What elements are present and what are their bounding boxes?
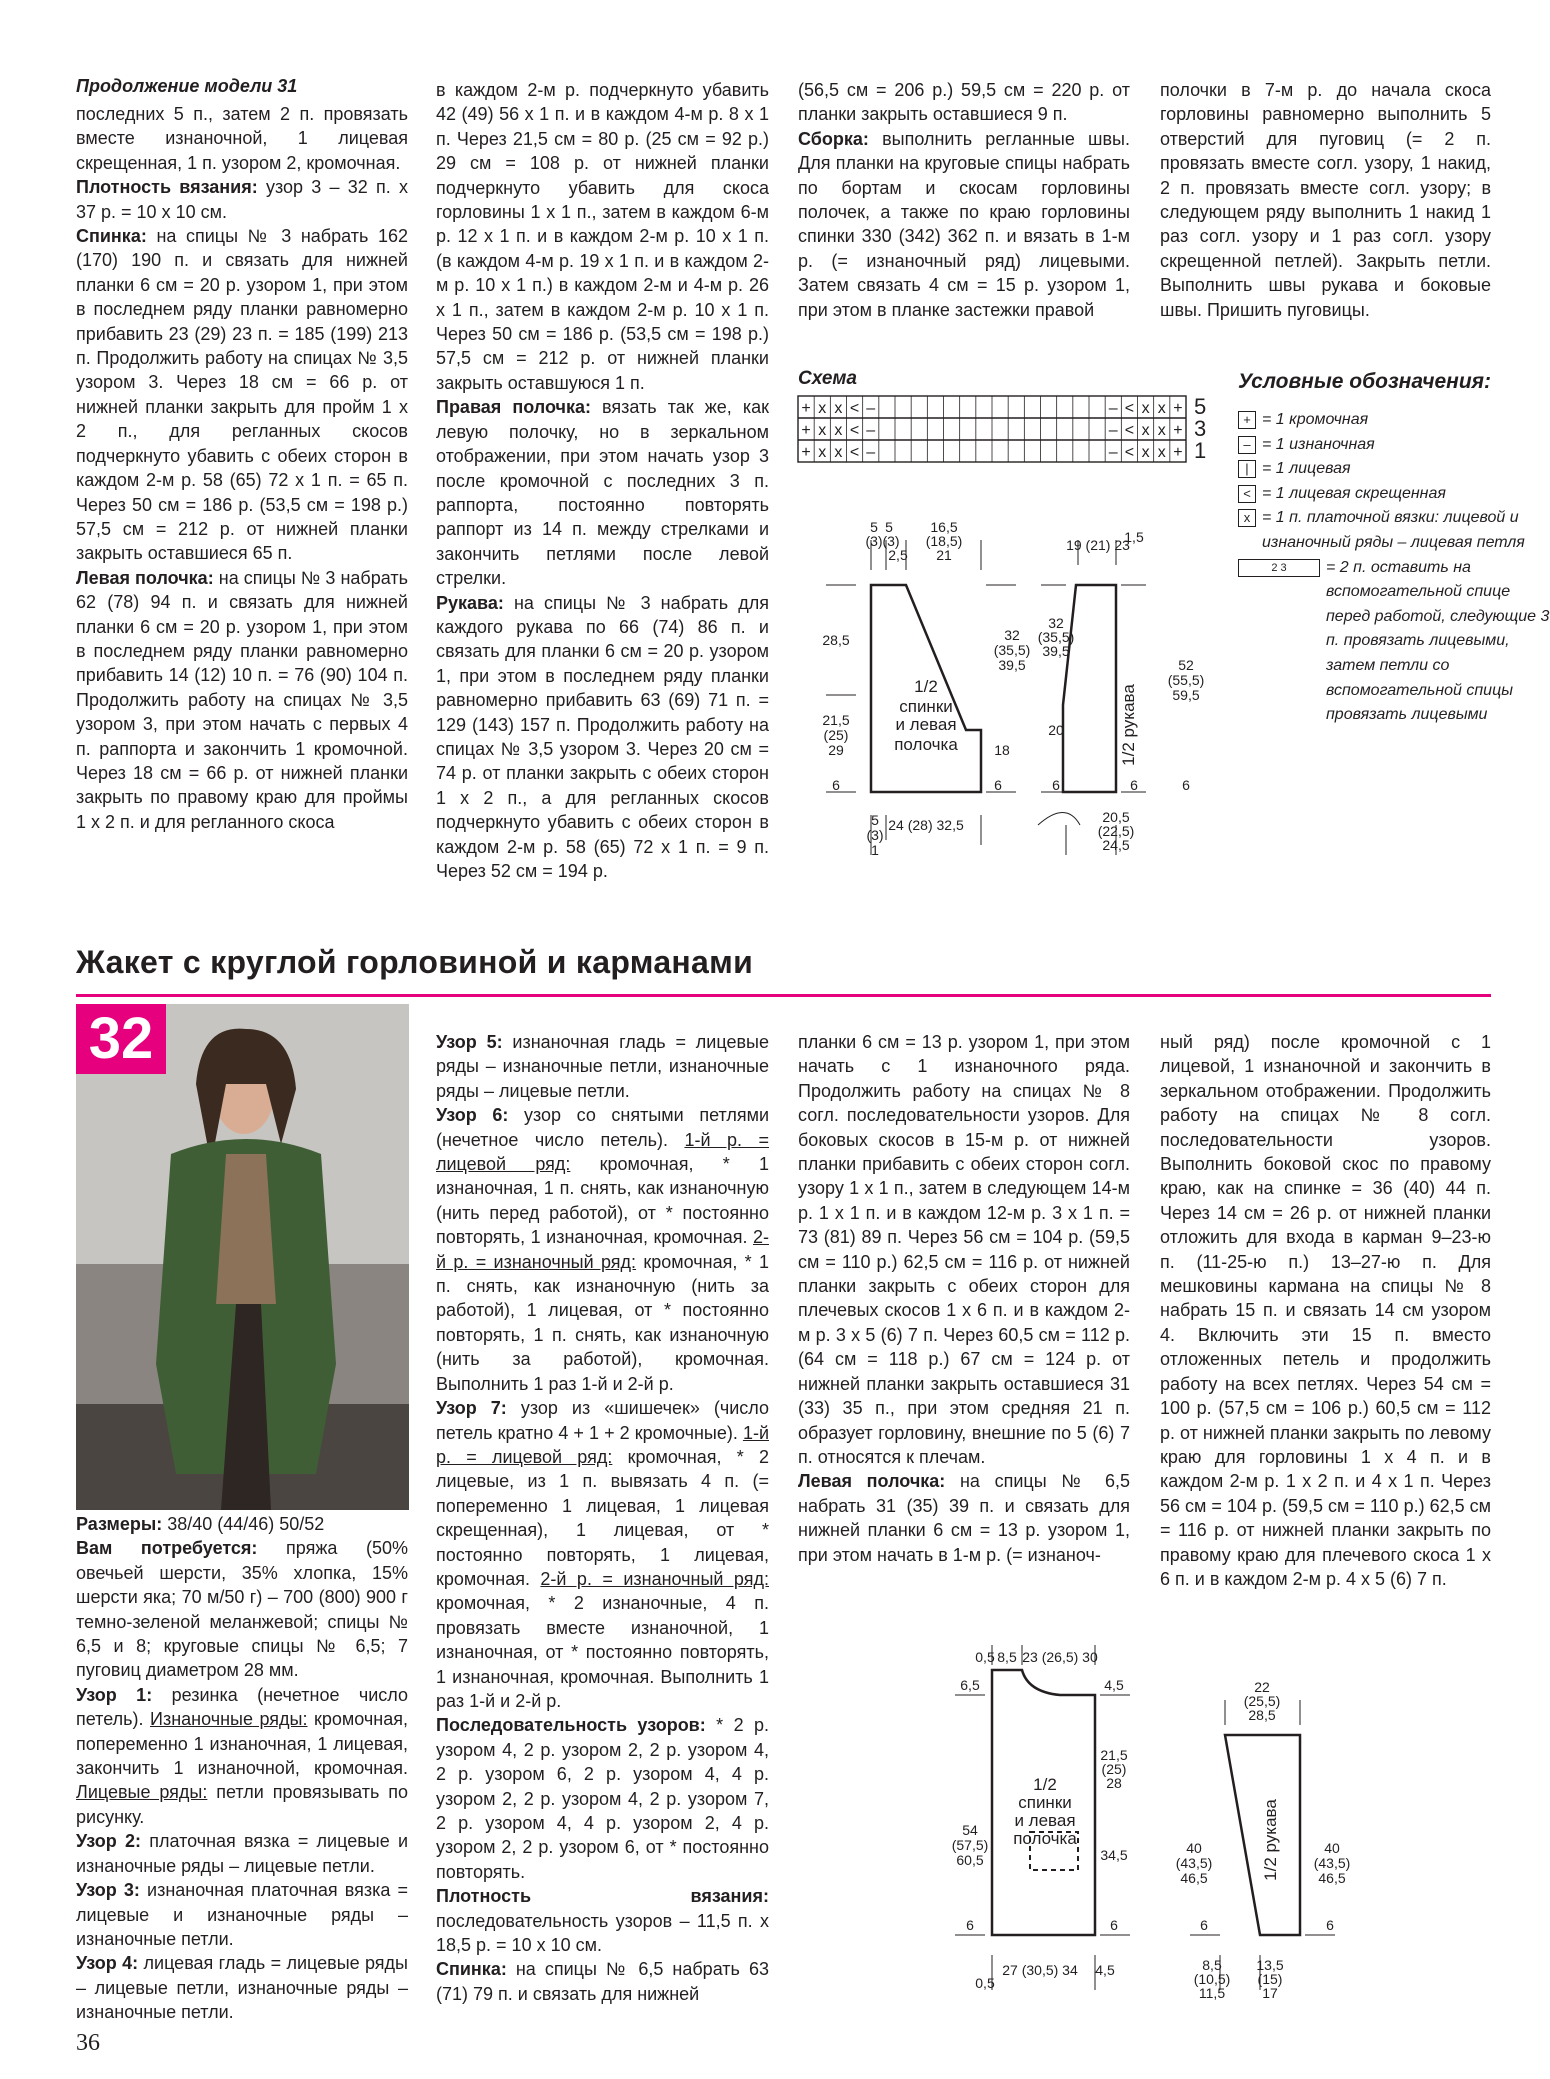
diagram-label: 6 bbox=[1110, 1917, 1118, 1933]
chart-cell-symbol: x bbox=[818, 444, 827, 461]
diagram-label: 6 bbox=[966, 1917, 974, 1933]
diagram-label: 16,5 bbox=[930, 520, 958, 535]
legend-item bbox=[1238, 457, 1550, 482]
paragraph: Узор 5: изнаночная гладь = лицевые ряды – изнаночные петли, изнаночные ряды – лицевые петли. bbox=[436, 1032, 769, 1101]
chart-cell-symbol: – bbox=[1108, 422, 1118, 439]
chart-cell-symbol: < bbox=[849, 444, 860, 461]
paragraph: Сборка: выполнить регланные швы. Для планки на круговые спицы набрать по бортам и скосам горловины полочек, а также по краю горловины спинки 330 (342) 362 п. и вязать в 1-м р. (= изнаночный ряд) лицевыми. Затем связать 4 см = 15 р. узором 1, при этом в планке застежки правой bbox=[798, 128, 1130, 320]
chart-cell-symbol: – bbox=[1108, 400, 1118, 417]
legend bbox=[1238, 408, 1550, 728]
legend-symbol-icon: x bbox=[1238, 509, 1256, 527]
chart-cell-symbol: x bbox=[1141, 400, 1150, 417]
paragraph: Узор 4: лицевая гладь = лицевые ряды – лицевые петли, изнаночные ряды – изнаночные петли. bbox=[76, 1953, 408, 2023]
chart-cell-symbol: x bbox=[834, 400, 843, 417]
chart-cell-symbol: < bbox=[1124, 422, 1135, 439]
diagram-label: 5 bbox=[870, 520, 878, 535]
row-number-5: 5 bbox=[1194, 394, 1207, 419]
legend-item bbox=[1238, 506, 1550, 555]
diagram-label: и левая bbox=[895, 715, 957, 734]
diagram-label: 39,5 bbox=[998, 657, 1026, 673]
diagram-label: 13,5 bbox=[1256, 1957, 1284, 1973]
diagram-label: (57,5) bbox=[951, 1837, 989, 1853]
diagram-label: 18 bbox=[994, 742, 1010, 758]
legend-text: = 1 п. платочной вязки: лицевой и изнаночный ряды – лицевая петля bbox=[1262, 509, 1525, 551]
row-number-3: 3 bbox=[1194, 416, 1207, 441]
diagram-label: (18,5) bbox=[925, 533, 963, 549]
chart-cell-symbol: + bbox=[1173, 444, 1183, 461]
chart-cell-symbol: + bbox=[1173, 422, 1183, 439]
diagram-label: 40 bbox=[1324, 1840, 1340, 1856]
diagram-label: 22 bbox=[1254, 1679, 1270, 1695]
paragraph: Плотность вязания: последовательность узоров – 11,5 п. х 18,5 р. = 10 х 10 см. bbox=[436, 1886, 769, 1956]
paragraph: последних 5 п., затем 2 п. провязать вместе изнаночной, 1 лицевая скрещенная, 1 п. узором 2, кромочная. bbox=[76, 104, 408, 173]
diagram-label: 1/2 bbox=[1033, 1775, 1057, 1794]
diagram-label: 6 bbox=[1130, 777, 1138, 793]
diagram-label: (43,5) bbox=[1313, 1855, 1351, 1871]
paragraph: Вам потребуется: пряжа (50% овечьей шерсти, 35% хлопка, 15% шерсти яка; 70 м/50 г) – 700 (800) 900 г темно-зеленой меланжевой; спицы № 6,5 и 8; круговые спицы № 6,5; 7 пуговиц диаметром 28 мм. bbox=[76, 1538, 408, 1681]
diagram-label: 24,5 bbox=[1102, 837, 1130, 853]
diagram-label: 60,5 bbox=[956, 1852, 984, 1868]
diagram-label: 27 (30,5) 34 bbox=[1002, 1962, 1078, 1978]
diagram-label: 0,5 bbox=[975, 1975, 995, 1991]
legend-text: = 1 лицевая скрещенная bbox=[1262, 484, 1446, 502]
diagram-label: 40 bbox=[1186, 1840, 1202, 1856]
diagram-label: (35,5) bbox=[993, 642, 1031, 658]
diagram-label: 24 (28) 32,5 bbox=[888, 817, 964, 833]
diagram-label: 54 bbox=[962, 1822, 978, 1838]
diagram-label: 11,5 bbox=[1198, 1985, 1226, 2000]
chart-cell-symbol: < bbox=[1124, 444, 1135, 461]
diagram-label: (25) bbox=[823, 727, 849, 743]
diagram-label: 5 bbox=[885, 520, 893, 535]
diagram-label: 32 bbox=[1004, 627, 1020, 643]
chart-cell-symbol: x bbox=[1141, 422, 1150, 439]
diagram-label: (15) bbox=[1257, 1971, 1283, 1987]
chart-cell-symbol: – bbox=[866, 400, 876, 417]
diagram-label: 1/2 рукава bbox=[1119, 684, 1138, 766]
paragraph: в каждом 2-м р. подчеркнуто убавить 42 (49) 56 х 1 п. и в каждом 4-м р. 8 х 1 п. Через 21,5 см = 80 р. (25 см = 92 р.) 29 см = 108 р. от нижней планки подчеркнуто убавить для скоса горловины 1 х 1 п., затем в каждом 6-м р. 12 х 1 п. и в каждом 2-м р. 10 х 1 п. (в каждом 4-м р. 19 х 1 п. и в каждом 2-м р. 10 х 1 п.) в каждом 2-м и 4-м р. 26 х 1 п., затем в каждом 2-м р. 10 х 1 п. Через 50 см = 186 р. (53,5 см = 198 р.) 57,5 см = 212 р. от нижней планки закрыть оставшуюся 1 п. bbox=[436, 80, 769, 393]
diagram-label: 6 bbox=[832, 777, 840, 793]
schema-label: Схема bbox=[798, 368, 858, 389]
legend-item bbox=[1238, 433, 1550, 458]
diagram-label: 21,5 bbox=[822, 712, 850, 728]
row-number-1: 1 bbox=[1194, 438, 1207, 463]
chart-cell-symbol: – bbox=[1108, 444, 1118, 461]
legend-item bbox=[1238, 408, 1550, 433]
paragraph: Спинка: на спицы № 3 набрать 162 (170) 190 п. и связать для нижней планки 6 см = 20 р. узором 1, при этом в последнем ряду планки равномерно прибавить 23 (29) 23 п. = 185 (199) 213 п. Продолжить работу на спицах № 3,5 узором 3. Через 18 см = 66 р. от нижней планки закрыть для пройм 1 х 2 п., для регланных скосов подчеркнуто убавить с обеих сторон в каждом 2-м р. 58 (65) 72 х 1 п. = 65 п. Через 50 см = 186 р. (53,5 см = 198 р.) 57,5 см = 212 р. от нижней планки закрыть оставшиеся 65 п. bbox=[76, 226, 408, 564]
diagram-label: 6 bbox=[994, 777, 1002, 793]
diagram-label: (3) bbox=[866, 827, 884, 843]
legend-symbol-icon: 2 3 bbox=[1238, 559, 1320, 577]
text-column-3 bbox=[798, 78, 1130, 322]
text-column-1 bbox=[76, 102, 408, 834]
diagram-label: (43,5) bbox=[1175, 1855, 1213, 1871]
diagram-label: 39,5 bbox=[1042, 643, 1070, 659]
chart-cell-symbol: x bbox=[1157, 444, 1166, 461]
diagram-label: 21,5 bbox=[1100, 1747, 1128, 1763]
legend-item bbox=[1238, 556, 1550, 728]
paragraph: Узор 7: узор из «шишечек» (число петель кратно 4 + 1 + 2 кромочные). 1-й р. = лицевой ряд: кромочная, * 2 лицевые, из 1 п. вывязать 4 п. (= попеременно 1 лицевая, 1 лицевая скрещенная), 1 лицевая, от * постоянно повторять, 1 лицевая, кромочная. 2-й р. = изнаночный ряд: кромочная, * 2 изнаночные, 4 п. провязать вместе изнаночной, 1 изнаночная, от * постоянно повторять, 1 изнаночная, кромочная. Выполнить 1 раз 1-й и 2-й р. bbox=[436, 1398, 770, 1711]
diagram-label: (25,5) bbox=[1243, 1693, 1281, 1709]
diagram-label: 1 bbox=[871, 842, 879, 858]
model-photo bbox=[76, 1004, 409, 1510]
diagram-label: 21 bbox=[936, 547, 952, 563]
diagram-label: 23 (26,5) 30 bbox=[1022, 1649, 1098, 1665]
chart-cell-symbol: x bbox=[1157, 400, 1166, 417]
diagram-label: 20,5 bbox=[1102, 809, 1130, 825]
diagram-label: 6 bbox=[1052, 777, 1060, 793]
text-column-2 bbox=[436, 78, 769, 883]
diagram-label: 34,5 bbox=[1100, 1847, 1128, 1863]
diagram-label: спинки bbox=[1018, 1793, 1072, 1812]
diagram-label: 29 bbox=[828, 742, 844, 758]
chart-cell-symbol: – bbox=[866, 444, 876, 461]
diagram-label: 46,5 bbox=[1318, 1870, 1346, 1886]
diagram-label: 32 bbox=[1048, 615, 1064, 631]
text-column-4 bbox=[1160, 78, 1491, 322]
legend-text: = 1 кромочная bbox=[1262, 411, 1369, 428]
legend-symbol-icon: – bbox=[1238, 436, 1256, 454]
page-number: 36 bbox=[76, 2030, 100, 2056]
diagram-label: 52 bbox=[1178, 657, 1194, 673]
paragraph: Плотность вязания: узор 3 – 32 п. х 37 р. = 10 х 10 см. bbox=[76, 177, 408, 222]
chart-cell-symbol: x bbox=[1141, 444, 1150, 461]
paragraph: Левая полочка: на спицы № 6,5 набрать 31 (35) 39 п. и связать для нижней планки 6 см = 13 р. узором 1, при этом начать в 1-м р. (= изнаноч- bbox=[798, 1471, 1130, 1565]
paragraph: ный ряд) после кромочной с 1 лицевой, 1 изнаночной и закончить в зеркальном отображении. Продолжить работу на спицах № 8 согл. последовательности узоров. Выполнить боковой скос по правому краю, как на спинке = 36 (40) 44 п. Через 14 см = 26 р. от нижней планки отложить для входа в карман 9–23-ю п. (11-25-ю п.) 13–27-ю п. Для мешковины кармана на спицы № 8 набрать 15 п. и связать 14 см узором 4. Включить эти 15 п. вместо отложенных петель и продолжить работу на всех петлях. Через 54 см = 100 р. (57,5 см = 106 р.) 60,5 см = 112 р. от нижней планки закрыть по левому краю для горловины 1 х 4 п. и в каждом 2-м р. 1 х 2 п. и 4 х 1 п. Через 56 см = 104 р. (59,5 см = 110 р.) 62,5 см = 116 р. от нижней планки закрыть по правому краю для плечевого скоса 1 х 6 п. и в каждом 2-м р. 4 х 5 (6) 7 п. bbox=[1160, 1032, 1491, 1589]
paragraph: Правая полочка: вязать так же, как левую полочку, но в зеркальном отображении, при этом начать узор 3 после кромочной с последних 3 п. раппорта, постоянно повторять раппорт из 14 п. между стрелками и закончить петлями после левой стрелки. bbox=[436, 397, 769, 589]
diagram-label: 19 (21) 23 bbox=[1066, 537, 1130, 553]
chart-cell-symbol: x bbox=[818, 400, 827, 417]
chart-cell-symbol: + bbox=[801, 422, 811, 439]
paragraph: Размеры: 38/40 (44/46) 50/52 bbox=[76, 1514, 325, 1534]
chart-cell-symbol: x bbox=[1157, 422, 1166, 439]
diagram-label: 6 bbox=[1326, 1917, 1334, 1933]
paragraph: Левая полочка: на спицы № 3 набрать 62 (78) 94 п. и связать для нижней планки 6 см = 20 р. узором 1, при этом в последнем ряду планки равномерно прибавить 14 (12) 10 п. = 76 (90) 104 п. Продолжить работу на спицах № 3,5 узором 3, при этом начать с первых 4 п. раппорта и закончить 1 кромочной. Через 18 см = 66 р. от нижней планки закрыть по правому краю для проймы 1 х 2 п. и для регланного скоса bbox=[76, 567, 408, 832]
diagram-label: 1,5 bbox=[1124, 529, 1144, 545]
pattern-diagram-model-32 bbox=[950, 1640, 1370, 2000]
diagram-label: (25) bbox=[1101, 1761, 1127, 1777]
legend-symbol-icon: | bbox=[1238, 460, 1256, 478]
model-title: Жакет с круглой горловиной и карманами bbox=[76, 944, 754, 980]
paragraph: Последовательность узоров: * 2 р. узором 4, 2 р. узором 2, 2 р. узором 4, 2 р. узором 6, 2 р. узором 4, 4 р. узором 2, 2 р. узором 4, 2 р. узором 7, 2 р. узором 4, 4 р. узором 2, 4 р. узором 2, 2 р. узором 6, от * постоянно повторять. bbox=[436, 1715, 769, 1882]
model-number-badge: 32 bbox=[76, 1004, 166, 1074]
continuation-heading: Продолжение модели 31 bbox=[76, 76, 298, 96]
legend-text: = 1 изнаночная bbox=[1262, 435, 1375, 453]
diagram-label: 1/2 bbox=[914, 677, 938, 696]
model32-text-column-3 bbox=[798, 1030, 1130, 1567]
diagram-label: (3) bbox=[882, 533, 900, 549]
paragraph: Узор 2: платочная вязка = лицевые и изнаночные ряды – лицевые петли. bbox=[76, 1831, 409, 1876]
diagram-label: 6 bbox=[1200, 1917, 1208, 1933]
diagram-label: (3) bbox=[865, 533, 883, 549]
legend-text: = 2 п. оставить на вспомогательной спице перед работой, следующие 3 п. провязать лицевыми, затем петли со вспомогательной спицы провязать лицевыми bbox=[1326, 558, 1550, 724]
diagram-label: 6,5 bbox=[960, 1677, 980, 1693]
diagram-label: 4,5 bbox=[1104, 1677, 1124, 1693]
paragraph: (56,5 см = 206 р.) 59,5 см = 220 р. от планки закрыть оставшиеся 9 п. bbox=[798, 80, 1130, 125]
stitch-chart bbox=[796, 394, 1216, 466]
chart-cell-symbol: + bbox=[801, 444, 811, 461]
legend-title: Условные обозначения: bbox=[1238, 370, 1492, 393]
diagram-label: 0,5 bbox=[975, 1649, 995, 1665]
paragraph: Узор 3: изнаночная платочная вязка = лицевые и изнаночные ряды – изнаночные петли. bbox=[76, 1880, 408, 1949]
diagram-label: 6 bbox=[1182, 777, 1190, 793]
paragraph: Спинка: на спицы № 6,5 набрать 63 (71) 79 п. и связать для нижней bbox=[436, 1959, 769, 2004]
model32-text-column-4 bbox=[1160, 1030, 1491, 1591]
model32-text-column-2 bbox=[436, 1030, 769, 2006]
legend-text: = 1 лицевая bbox=[1262, 460, 1351, 478]
paragraph: Узор 1: резинка (нечетное число петель). Изнаночные ряды: кромочная, попеременно 1 изнаночная, 1 лицевая, закончить 1 изнаночной, кромочная. Лицевые ряды: петли провязывать по рисунку. bbox=[76, 1684, 408, 1827]
diagram-label: 17 bbox=[1262, 1985, 1278, 2000]
diagram-label: (22,5) bbox=[1097, 823, 1135, 839]
diagram-label: спинки bbox=[899, 697, 953, 716]
pattern-diagram-model-31 bbox=[816, 520, 1236, 860]
chart-cell-symbol: x bbox=[818, 422, 827, 439]
diagram-label: (35,5) bbox=[1037, 629, 1075, 645]
legend-symbol-icon: < bbox=[1238, 485, 1256, 503]
diagram-label: 8,5 bbox=[997, 1649, 1017, 1665]
diagram-label: полочка bbox=[894, 735, 958, 754]
diagram-label: (55,5) bbox=[1167, 672, 1205, 688]
diagram-label: 28,5 bbox=[1248, 1707, 1276, 1723]
diagram-label: (10,5) bbox=[1193, 1971, 1231, 1987]
chart-cell-symbol: + bbox=[1173, 400, 1183, 417]
chart-cell-symbol: < bbox=[1124, 400, 1135, 417]
diagram-label: 46,5 bbox=[1180, 1870, 1208, 1886]
diagram-label: 28,5 bbox=[822, 632, 850, 648]
title-rule bbox=[76, 994, 1491, 997]
chart-cell-symbol: + bbox=[801, 400, 811, 417]
diagram-label: полочка bbox=[1013, 1829, 1077, 1848]
model32-text-column-1 bbox=[76, 1512, 408, 2025]
diagram-label: и левая bbox=[1014, 1811, 1076, 1830]
diagram-label: 2,5 bbox=[888, 547, 908, 563]
paragraph: планки 6 см = 13 р. узором 1, при этом начать с 1 изнаночного ряда. Продолжить работу на спицах № 8 согл. последовательности узоров. Для боковых скосов в 15-м р. от нижней планки прибавить с обеих сторон согл. узору 1 х 1 п., затем в следующем 14-м р. 1 х 1 п. и в каждом 12-м р. 3 х 1 п. = 73 (81) 89 п. Через 56 см = 104 р. (59,5 см = 110 р.) 62,5 см = 116 р. от нижней планки закрыть с обеих сторон для плечевых скосов 1 х 6 п. и в каждом 2-м р. 3 х 5 (6) 7 п. Через 60,5 см = 112 р. (64 см = 118 р.) 67 см = 124 р. от нижней планки закрыть оставшиеся 31 (33) 35 п., при этом средняя 21 п. образует горловину, внешние по 5 (6) 7 п. относятся к плечам. bbox=[798, 1032, 1130, 1467]
paragraph: Узор 6: узор со снятыми петлями (нечетное число петель). 1-й р. = лицевой ряд: кромочная, * 1 изнаночная, 1 п. снять, как изнаночную (нить перед работой), от * постоянно повторять, 1 изнаночная, кромочная. 2-й р. = изнаночный ряд: кромочная, * 1 п. снять, как изнаночную (нить за работой), 1 лицевая, от * постоянно повторять, 1 п. снять, как изнаночную (нить за работой), кромочная. Выполнить 1 раз 1-й и 2-й р. bbox=[436, 1105, 770, 1394]
chart-cell-symbol: < bbox=[849, 422, 860, 439]
legend-item bbox=[1238, 482, 1550, 507]
diagram-label: 59,5 bbox=[1172, 687, 1200, 703]
chart-cell-symbol: < bbox=[849, 400, 860, 417]
diagram-label: 5 bbox=[871, 812, 879, 828]
chart-cell-symbol: – bbox=[866, 422, 876, 439]
chart-cell-symbol: x bbox=[834, 444, 843, 461]
legend-symbol-icon: + bbox=[1238, 411, 1256, 429]
diagram-label: 4,5 bbox=[1095, 1962, 1115, 1978]
diagram-label: 8,5 bbox=[1202, 1957, 1222, 1973]
chart-cell-symbol: x bbox=[834, 422, 843, 439]
paragraph: полочки в 7-м р. до начала скоса горловины равномерно выполнить 5 отверстий для пуговиц (= 2 п. провязать вместе согл. узору, 1 накид, 2 п. провязать вместе согл. узору; в следующем ряду выполнить 1 накид 1 раз согл. узору и 1 раз согл. узору скрещенной петлей). Закрыть петли. Выполнить швы рукава и боковые швы. Пришить пуговицы. bbox=[1160, 80, 1491, 320]
diagram-label: 20 bbox=[1048, 722, 1064, 738]
diagram-label: 28 bbox=[1106, 1775, 1122, 1791]
paragraph: Рукава: на спицы № 3 набрать для каждого рукава по 66 (74) 86 п. и связать для планки 6 см = 20 р. узором 1, при этом в последнем ряду планки равномерно прибавить 63 (69) 71 п. = 129 (143) 157 п. Продолжить работу на спицах № 3,5 узором 3. Через 20 см = 74 р. от планки закрыть с обеих сторон 1 х 2 п., а для регланных скосов подчеркнуто убавить с обеих сторон в каждом 2-м р. 58 (65) 72 х 1 п. = 9 п. Через 52 см = 194 р. bbox=[436, 592, 769, 881]
diagram-label: 1/2 рукава bbox=[1261, 1799, 1280, 1881]
